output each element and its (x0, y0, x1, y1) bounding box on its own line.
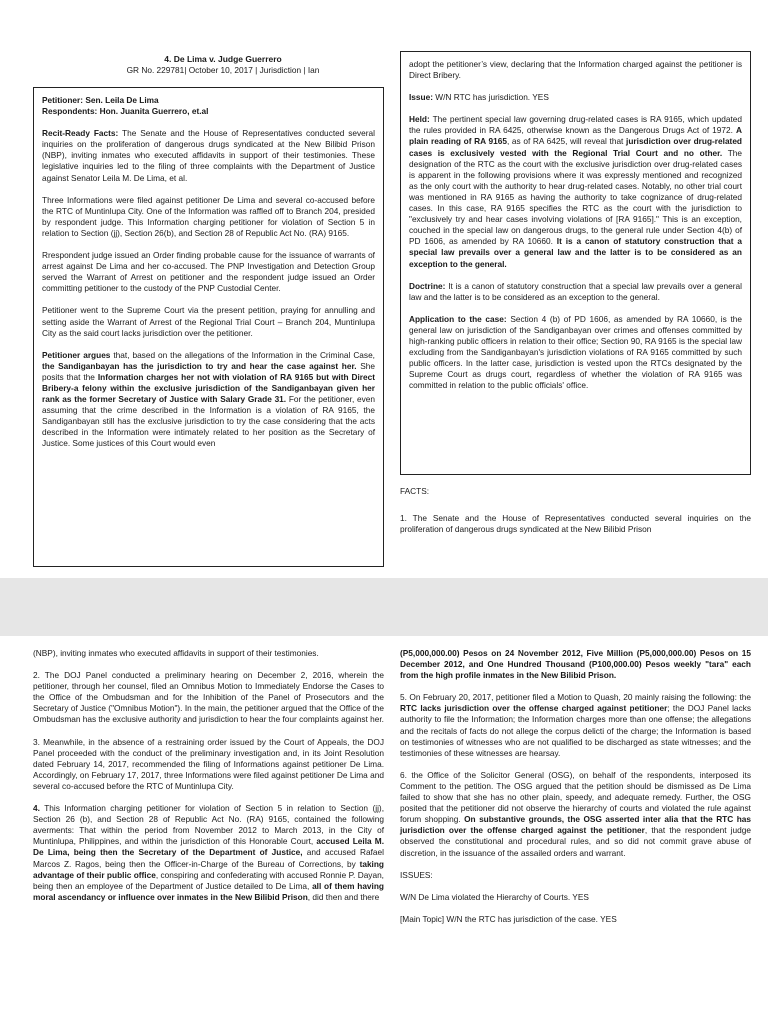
fact-4-continued: (P5,000,000.00) Pesos on 24 November 2012, Five Million (P5,000,000.00) Pesos on 15 December 2012, and One Hundred Thousand (P100,000.00) Pesos weekly "tara" each from the high profile inmates in the New Bilibid Prison. (400, 648, 751, 681)
recit-label: Recit-Ready Facts: (42, 128, 119, 139)
fact-2: 2. The DOJ Panel conducted a preliminary hearing on December 2, 2016, wherein the petitioner, through her counsel, filed an Omnibus Motion to Immediately Endorse the Cases to the Office of the Ombudsman and for the Inhibition of the Panel of Prosecutors and the Secretary of Justice ("Omnibus Motion"). In the main, the petitioner argued that the Office of the Ombudsman has the exclusive authority and jurisdiction to hear the four complaints against her. (33, 670, 384, 725)
recit-paragraph-4: Petitioner went to the Supreme Court via the present petition, praying for annulling and setting aside the Warrant of Arrest of the Regional Trial Court – Branch 204, Muntinlupa City as the said court lacks jurisdiction over the petitioner. (42, 305, 375, 338)
recit-paragraph-1: Recit-Ready Facts: The Senate and the House of Representatives conducted several inquiries on the proliferation of dangerous drugs syndicated at the New Bilibid Prison (NBP), inviting inmates who executed affidavits in support of their testimonies. These legislative inquiries led to the filing of three complaints with the Department of Justice against Senator Leila M. De Lima, et al. (42, 128, 375, 183)
doctrine-paragraph: Doctrine: It is a canon of statutory construction that a special law prevails over a general law and the latter is to be considered as an exception to the general. (409, 280, 742, 302)
respondents-line: Respondents: Hon. Juanita Guerrero, et.al (42, 106, 209, 117)
page2-right-column (400, 648, 751, 925)
issues-heading: ISSUES: (400, 869, 433, 880)
issue-line: Issue: W/N RTC has jurisdiction. YES (409, 92, 549, 103)
petitioner-line: Petitioner: Sen. Leila De Lima (42, 95, 159, 105)
application-paragraph: Application to the case: Section 4 (b) of PD 1606, as amended by RA 10660, is the general law on jurisdiction of the Sandiganbayan over crimes and offenses committed by high-ranking public officers in relation to their office; Section 90, RA 9165 is the special law excluding from the Sandiganbayan's jurisdiction violations of RA 9165 committed by such public officers. In the latter case, jurisdiction is vested upon the RTCs designated by the Supreme Court as drugs court, regardless of whether the violation of RA 9165 was committed in relation to the public officials' office. (409, 313, 742, 391)
fact-4: 4. This Information charging petitioner for violation of Section 5 in relation to Section (jj), Section 26 (b), and Section 28 of Republic Act No. (RA) 9165, contained the following averments: That within the period from November 2012 to March 2013, in the City of Muntinlupa, Philippines, and within the jurisdiction of this Honorable Court, accused Leila M. De Lima, being then the Secretary of the Department of Justice, and accused Rafael Marcos Z. Ragos, being then the Officer-in-Charge of the Bureau of Corrections, by taking advantage of their public office, conspiring and confederating with accused Ronnie P. Dayan, being then an employee of the Department of Justice detailed to De Lima, all of them having moral ascendancy or influence over inmates in the New Bilibid Prison, did then and there (33, 803, 384, 902)
digest-left-box (33, 87, 384, 567)
recit-paragraph-5: Petitioner argues that, based on the allegations of the Information in the Criminal Case, the Sandiganbayan has the jurisdiction to try and hear the case against her. She posits that the Information charges her not with violation of RA 9165 but with Direct Bribery-a felony within the exclusive jurisdiction of the Sandiganbayan given her rank as the former Secretary of Justice with Salary Grade 31. For the petitioner, even assuming that the crime described in the Information is a violation of RA 9165, the Sandiganbayan still has the exclusive jurisdiction to try the case considering that the acts described in the Information were intimately related to her position as the Secretary of Justice. Some justices of this Court would even (42, 349, 376, 449)
continuation-text: adopt the petitioner’s view, declaring that the Information charged against the petitioner is Direct Bribery. (409, 59, 742, 81)
facts-heading: FACTS: (400, 486, 430, 496)
digest-right-box (400, 51, 751, 475)
issue-2: [Main Topic] W/N the RTC has jurisdiction of the case. YES (400, 913, 617, 924)
case-header (63, 54, 383, 76)
fact-3: 3. Meanwhile, in the absence of a restraining order issued by the Court of Appeals, the DOJ Panel proceeded with the conduct of the preliminary investigation and, in its Joint Resolution dated February 14, 2017, recommended the filing of Informations against petitioner De Lima. Accordingly, on February 17, 2017, three Informations were filed against petitioner De Lima and several co-accused before the RTC of Muntinlupa City. (33, 736, 384, 791)
recit-paragraph-2: Three Informations were filed against petitioner De Lima and several co-accused before the RTC of Muntinlupa City. One of the Information was raffled off to Branch 204, presided by respondent judge. This Information charging petitioner for violation of Section 5 in relation to Section (jj), Section 26(b), and Section 28 of Republic Act No. (RA) 9165. (42, 194, 375, 238)
case-title: 4. De Lima v. Judge Guerrero (164, 54, 282, 64)
held-paragraph: Held: The pertinent special law governing drug-related cases is RA 9165, which updated the rules provided in RA 6425, otherwise known as the Dangerous Drugs Act of 1972. A plain reading of RA 9165, as of RA 6425, will reveal that jurisdiction over drug-related cases is exclusively vested with the Regional Trial Court and no other. The designation of the RTC as the court with the exclusive jurisdiction over drug-related cases is apparent in the following provisions where it was expressly mentioned and recognized as the only court with the authority to hear drug-related cases. Notably, no other trial court was mentioned in RA 9165 as having the authority to take cognizance of drug-related cases. In this case, RA 9165 specifies the RTC as the court with the jurisdiction to "exclusively try and hear cases involving violations of [RA 9165]." This is an exception, couched in the special law on dangerous drugs, to the general rule under Section 4(b) of PD 1606, as amended by RA 10660. It is a canon of statutory construction that a special law prevails over a general law and the latter is to be considered as an exception to the general. (409, 114, 742, 269)
issue-1: W/N De Lima violated the Hierarchy of Courts. YES (400, 891, 589, 902)
facts-section (400, 486, 751, 535)
page2-left-column (33, 648, 384, 903)
recit-paragraph-3: Rrespondent judge issued an Order finding probable cause for the issuance of warrants of arrest against De Lima and her co-accused. The PNP Investigation and Detection Group served the Warrant of Arrest on petitioner and the respondent judge issued an Order committing petitioner to the custody of the PNP Custodial Center. (42, 250, 375, 294)
fact-6: 6. the Office of the Solicitor General (OSG), on behalf of the respondents, interposed its Comment to the petition. The OSG argued that the petition should be dismissed as De Lima failed to show that she has no other plain, speedy, and adequate remedy. Further, the OSG posited that the petitioner did not observe the hierarchy of courts and violated the rule against forum shopping. On substantive grounds, the OSG asserted inter alia that the RTC has jurisdiction over the offense charged against the petitioner, that the respondent judge observed the constitutional and procedural rules, and so did not commit grave abuse of discretion, in the issuance of the assailed orders and warrant. (400, 769, 751, 858)
fact-1: 1. The Senate and the House of Representatives conducted several inquiries on the proliferation of dangerous drugs syndicated at the New Bilibid Prison (400, 513, 751, 535)
fact-1-continued: (NBP), inviting inmates who executed affidavits in support of their testimonies. (33, 648, 319, 658)
case-subtitle: GR No. 229781| October 10, 2017 | Jurisdiction | Ian (126, 65, 320, 75)
fact-5: 5. On February 20, 2017, petitioner filed a Motion to Quash, 20 mainly raising the following: the RTC lacks jurisdiction over the offense charged against petitioner; the DOJ Panel lacks authority to file the Information; the Information charges more than one offense; the allegations and the recitals of facts do not allege the corpus delicti of the charge; the Information is based on testimonies of witnesses who are not qualified to be discharged as state witnesses; and the testimonies of these witnesses are hearsay. (400, 692, 751, 758)
page-2 (0, 636, 768, 1024)
left-column (63, 54, 383, 76)
